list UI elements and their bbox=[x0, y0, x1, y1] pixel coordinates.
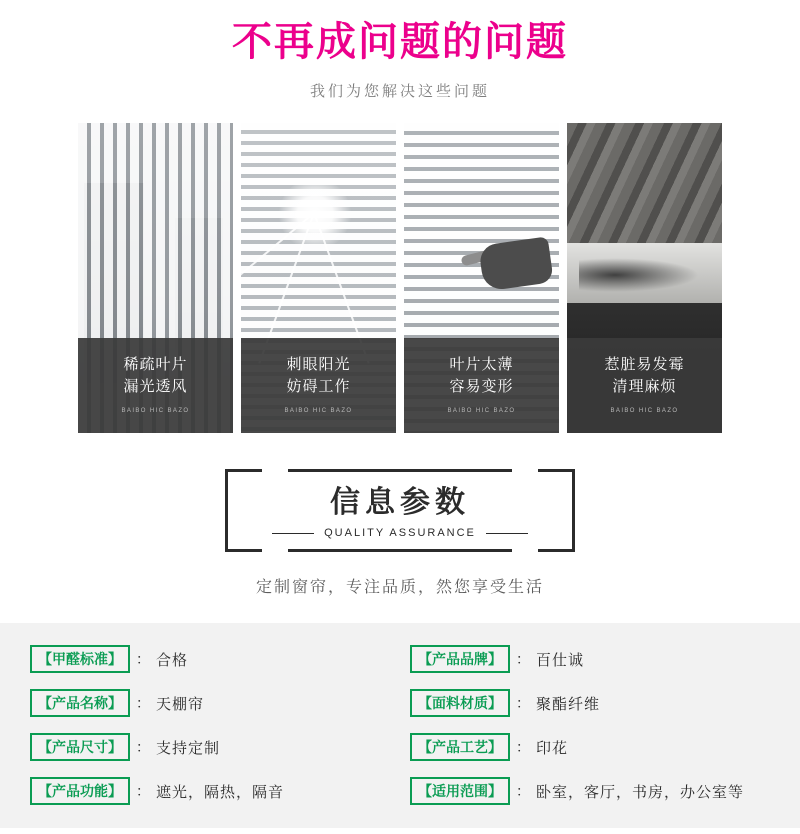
spec-label: 【面料材质】 bbox=[410, 689, 510, 717]
spec-label: 【适用范围】 bbox=[410, 777, 510, 805]
spec-value: 支持定制 bbox=[156, 739, 221, 757]
spec-value: 百仕诚 bbox=[536, 651, 585, 669]
spec-row bbox=[410, 733, 770, 761]
caption-line-2: 妨碍工作 bbox=[286, 378, 351, 395]
caption-line-2: 清理麻烦 bbox=[612, 378, 677, 395]
spec-label: 【产品品牌】 bbox=[410, 645, 510, 673]
spec-label: 【产品工艺】 bbox=[410, 733, 510, 761]
caption-line-2: 漏光透风 bbox=[123, 378, 188, 395]
spec-table bbox=[0, 623, 800, 828]
caption-line-1: 惹脏易发霉 bbox=[604, 356, 685, 373]
page-subtitle: 我们为您解决这些问题 bbox=[309, 83, 490, 100]
panel-caption bbox=[78, 338, 233, 433]
problem-panel bbox=[404, 123, 559, 433]
problem-panels bbox=[0, 123, 800, 433]
spec-row bbox=[30, 733, 390, 761]
spec-row bbox=[410, 645, 770, 673]
spec-colon: ： bbox=[136, 651, 150, 667]
spec-value: 卧室，客厅，书房，办公室等 bbox=[536, 783, 745, 801]
slogan-text: 定制窗帘，专注品质，然您享受生活 bbox=[255, 579, 544, 596]
problem-panel bbox=[78, 123, 233, 433]
panel-caption bbox=[241, 338, 396, 433]
spec-colon: ： bbox=[136, 695, 150, 711]
spec-colon: ： bbox=[516, 783, 530, 799]
spec-value: 遮光，隔热，隔音 bbox=[156, 783, 285, 801]
spec-colon: ： bbox=[136, 739, 150, 755]
spec-value: 天棚帘 bbox=[156, 695, 205, 713]
spec-colon: ： bbox=[516, 739, 530, 755]
caption-sub: BAIBO HIC BAZO bbox=[121, 408, 190, 414]
quality-assurance-text: QUALITY ASSURANCE bbox=[324, 527, 476, 539]
spec-value: 聚酯纤维 bbox=[536, 695, 601, 713]
caption-sub: BAIBO HIC BAZO bbox=[447, 408, 516, 414]
caption-line-1: 稀疏叶片 bbox=[123, 356, 188, 373]
spec-label: 【甲醛标准】 bbox=[30, 645, 130, 673]
spec-row bbox=[30, 777, 390, 805]
problem-panel bbox=[241, 123, 396, 433]
panel-caption bbox=[567, 338, 722, 433]
problem-panel bbox=[567, 123, 722, 433]
page-header bbox=[0, 0, 800, 101]
caption-line-1: 叶片太薄 bbox=[449, 356, 514, 373]
quality-assurance-row bbox=[272, 527, 528, 539]
spec-colon: ： bbox=[136, 783, 150, 799]
info-title-frame bbox=[225, 469, 575, 552]
spec-row bbox=[30, 689, 390, 717]
divider-right bbox=[486, 533, 528, 534]
spec-value: 合格 bbox=[156, 651, 189, 669]
spec-row bbox=[410, 689, 770, 717]
caption-sub: BAIBO HIC BAZO bbox=[284, 408, 353, 414]
spec-label: 【产品功能】 bbox=[30, 777, 130, 805]
caption-sub: BAIBO HIC BAZO bbox=[610, 408, 679, 414]
panel-caption bbox=[404, 338, 559, 433]
spec-row bbox=[30, 645, 390, 673]
page-title: 不再成问题的问题 bbox=[232, 20, 568, 64]
caption-line-2: 容易变形 bbox=[449, 378, 514, 395]
caption-line-1: 刺眼阳光 bbox=[286, 356, 351, 373]
info-section bbox=[0, 469, 800, 597]
spec-colon: ： bbox=[516, 651, 530, 667]
info-title: 信息参数 bbox=[330, 486, 470, 519]
spec-colon: ： bbox=[516, 695, 530, 711]
spec-label: 【产品尺寸】 bbox=[30, 733, 130, 761]
spec-grid bbox=[30, 645, 770, 805]
spec-row bbox=[410, 777, 770, 805]
spec-label: 【产品名称】 bbox=[30, 689, 130, 717]
divider-left bbox=[272, 533, 314, 534]
spec-value: 印花 bbox=[536, 739, 569, 757]
